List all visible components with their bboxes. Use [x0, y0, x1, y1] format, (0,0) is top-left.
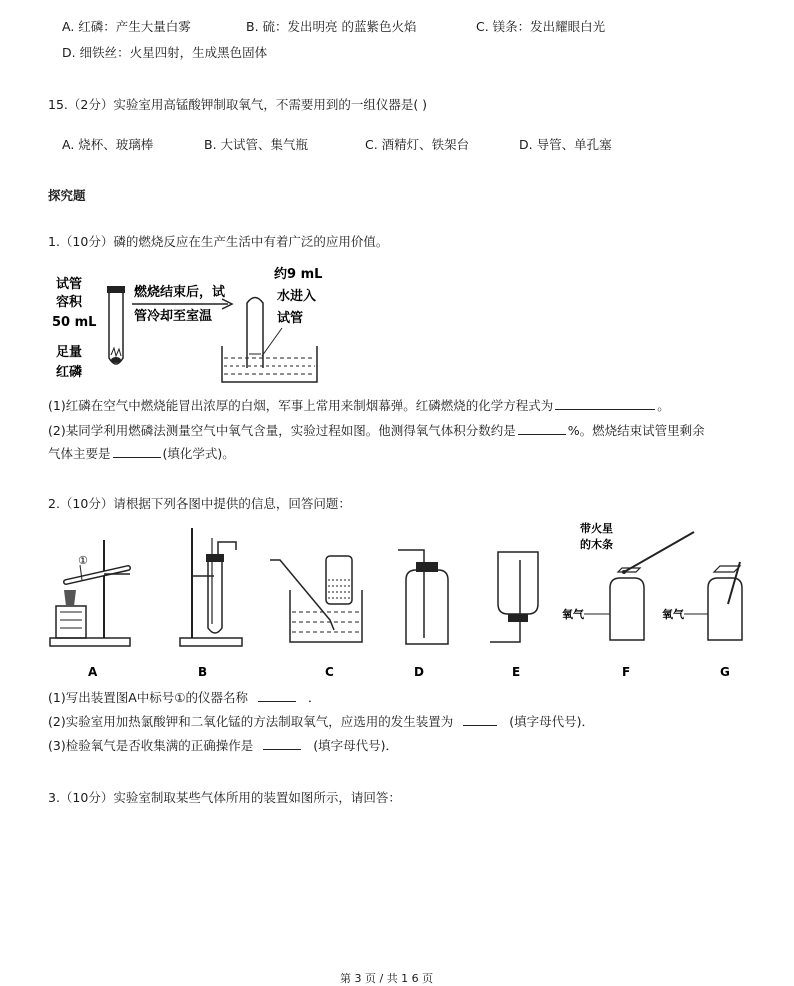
q15-option-c: C. 酒精灯、铁架台 — [365, 137, 470, 152]
p2-q3-blank[interactable] — [263, 748, 301, 750]
phosphorus-experiment-figure — [52, 258, 352, 390]
p1-question-2-cont — [48, 444, 235, 462]
p1-q2-blank-2[interactable] — [113, 456, 161, 458]
q14-option-c: C. 镁条：发出耀眼白光 — [476, 19, 606, 34]
q14-option-d: D. 细铁丝：火星四射，生成黑色固体 — [62, 45, 268, 60]
p2-q1-blank[interactable] — [258, 700, 296, 702]
fig1-label-50ml: 50 mL — [52, 315, 97, 330]
apparatus-g-icon — [662, 562, 742, 640]
p2-q3-text: (3)检验氧气是否收集满的正确操作是 — [48, 738, 254, 753]
fig1-right-text-3: 试管 — [277, 311, 304, 326]
p2-question-2 — [48, 712, 594, 730]
lab-apparatus-figure — [44, 520, 754, 680]
label-c: C — [325, 665, 334, 679]
p1-q2-blank-1[interactable] — [518, 433, 566, 435]
p2-q2-end: (填字母代号)． — [509, 714, 594, 729]
splint-label-1: 带火星 — [580, 522, 613, 535]
fig1-right-text-2: 水进入 — [277, 289, 317, 304]
label-b: B — [198, 665, 208, 679]
label-e: E — [512, 665, 521, 679]
p1-q2-end: (填化学式)。 — [162, 446, 235, 461]
fig1-label-tube: 试管 — [56, 277, 83, 292]
p1-q2-text-2: 气体主要是 — [48, 446, 111, 461]
apparatus-d-icon — [398, 550, 448, 644]
p1-q1-end: 。 — [657, 398, 670, 413]
p2-q2-blank[interactable] — [463, 724, 497, 726]
p2-q1-text: (1)写出装置图A中标号①的仪器名称 — [48, 690, 248, 705]
apparatus-a-icon — [50, 540, 130, 646]
p2-question-1 — [48, 688, 320, 706]
marker-1: ① — [78, 554, 88, 567]
fig1-arrow-text-2: 管冷却至室温 — [134, 309, 213, 324]
p1-question-1 — [48, 396, 670, 414]
p1-q2-mid: %。燃烧结束试管里剩余 — [567, 423, 705, 438]
label-g: G — [720, 665, 730, 679]
apparatus-c-icon — [270, 556, 362, 642]
q14-option-a: A. 红磷：产生大量白雾 — [62, 19, 191, 34]
splint-label-2: 的木条 — [580, 538, 613, 551]
p3-stem: 3.（10分）实验室制取某些气体所用的装置如图所示，请回答： — [48, 790, 401, 805]
label-a: A — [88, 665, 98, 679]
p2-stem: 2.（10分）请根据下列各图中提供的信息，回答问题： — [48, 496, 351, 511]
fig1-label-enough: 足量 — [56, 345, 83, 360]
fig1-label-volume: 容积 — [56, 295, 83, 310]
test-tube-icon — [107, 286, 125, 364]
p2-q3-end: (填字母代号)． — [313, 738, 398, 753]
fig1-label-red-p: 红磷 — [56, 365, 83, 380]
q15-stem: 15.（2分）实验室用高锰酸钾制取氧气，不需要用到的一组仪器是( ) — [48, 97, 428, 112]
section-title: 探究题 — [48, 188, 86, 203]
fig1-arrow-text-1: 燃烧结束后，试 — [134, 285, 226, 300]
p2-q1-end: ． — [307, 690, 321, 705]
p1-stem: 1.（10分）磷的燃烧反应在生产生活中有着广泛的应用价值。 — [48, 234, 389, 249]
q15-option-a: A. 烧杯、玻璃棒 — [62, 137, 154, 152]
p2-q2-text: (2)实验室用加热氯酸钾和二氧化锰的方法制取氧气，应选用的发生装置为 — [48, 714, 454, 729]
label-f: F — [622, 665, 631, 679]
page-footer: 第 3 页 / 共 1 6 页 — [340, 972, 434, 985]
label-d: D — [414, 665, 424, 679]
fig1-right-text-1: 约9 mL — [274, 267, 323, 282]
oxygen-label-g: 氧气 — [662, 608, 684, 621]
apparatus-e-icon — [490, 552, 538, 642]
p1-question-2 — [48, 421, 705, 439]
p1-q1-blank[interactable] — [555, 408, 655, 410]
oxygen-label-f: 氧气 — [562, 608, 584, 621]
apparatus-b-icon — [180, 528, 242, 646]
p2-question-3 — [48, 736, 398, 754]
q15-option-b: B. 大试管、集气瓶 — [204, 137, 309, 152]
apparatus-f-icon — [562, 521, 694, 640]
p1-q1-text: (1)红磷在空气中燃烧能冒出浓厚的白烟，军事上常用来制烟幕弹。红磷燃烧的化学方程式为 — [48, 398, 554, 413]
p1-q2-text: (2)某同学利用燃磷法测量空气中氧气含量，实验过程如图。他测得氧气体积分数约是 — [48, 423, 516, 438]
q14-option-b: B. 硫：发出明亮 的蓝紫色火焰 — [246, 19, 417, 34]
q15-option-d: D. 导管、单孔塞 — [519, 137, 612, 152]
